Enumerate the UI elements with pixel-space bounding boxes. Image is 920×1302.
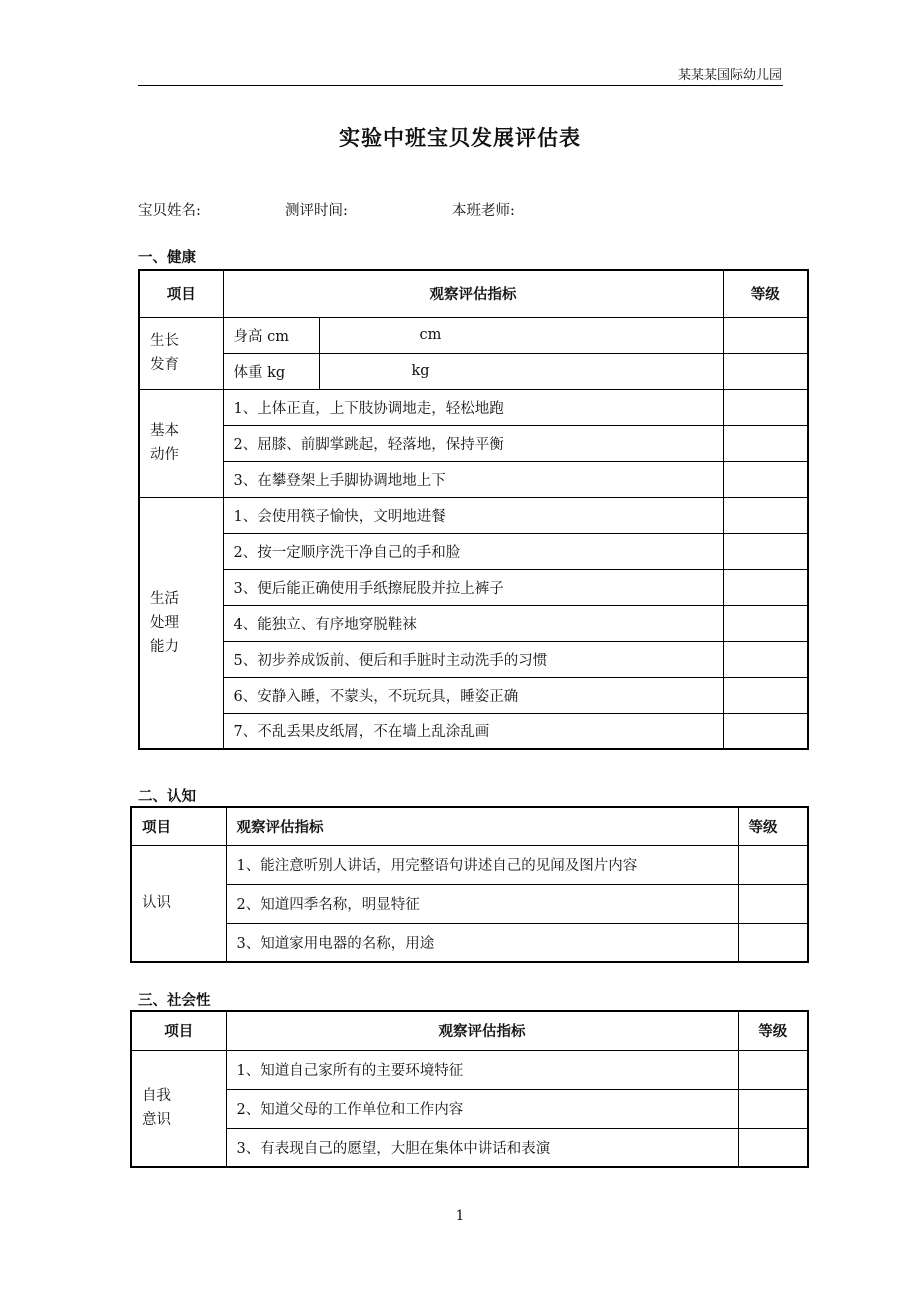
table-row [139, 713, 808, 749]
category-line: 基本 [150, 423, 179, 439]
grade-cell[interactable] [723, 677, 808, 713]
table-row [139, 641, 808, 677]
category-basic-movement [139, 389, 223, 497]
category-line: 意识 [142, 1112, 171, 1129]
page-title: 实验中班宝贝发展评估表 [339, 125, 581, 150]
table-row [139, 353, 808, 389]
section-heading-cognition: 二、认知 [138, 788, 196, 805]
table-row [139, 497, 808, 533]
indicator-cell: 1、能注意听别人讲话，用完整语句讲述自己的见闻及图片内容 [226, 845, 738, 884]
category-line: 自我 [142, 1088, 171, 1105]
grade-cell[interactable] [738, 845, 808, 884]
column-header-grade: 等级 [738, 1011, 808, 1050]
category-self-awareness [131, 1050, 226, 1167]
category-line: 生长 [150, 333, 179, 349]
column-header-item: 项目 [139, 270, 223, 317]
category-line: 发育 [150, 357, 179, 373]
category-line: 生活 [150, 590, 179, 607]
table-row [131, 1089, 808, 1128]
column-header-indicator: 观察评估指标 [226, 1011, 738, 1050]
category-line: 能力 [150, 638, 179, 655]
assessment-time-label: 测评时间: [285, 203, 348, 219]
grade-cell[interactable] [723, 497, 808, 533]
grade-cell[interactable] [723, 569, 808, 605]
table-row [139, 533, 808, 569]
page-number: 1 [455, 1208, 465, 1224]
grade-cell[interactable] [723, 461, 808, 497]
grade-cell[interactable] [723, 713, 808, 749]
grade-cell[interactable] [738, 923, 808, 962]
category-line: 认识 [142, 895, 171, 912]
column-header-item: 项目 [131, 807, 226, 845]
indicator-cell: 5、初步养成饭前、便后和手脏时主动洗手的习惯 [223, 641, 723, 677]
table-row [139, 605, 808, 641]
measure-unit-height: cm [319, 317, 723, 353]
column-header-indicator: 观察评估指标 [223, 270, 723, 317]
grade-cell[interactable] [738, 1089, 808, 1128]
table-header-row [131, 1011, 808, 1050]
table-row [131, 1128, 808, 1167]
header-rule [138, 85, 783, 86]
measure-unit-weight: kg [319, 353, 723, 389]
grade-cell[interactable] [723, 317, 808, 353]
table-row [131, 1050, 808, 1089]
social-table [130, 1010, 809, 1168]
indicator-cell: 2、按一定顺序洗干净自己的手和脸 [223, 533, 723, 569]
column-header-grade: 等级 [738, 807, 808, 845]
cognition-table [130, 806, 809, 963]
grade-cell[interactable] [723, 389, 808, 425]
column-header-grade: 等级 [723, 270, 808, 317]
table-header-row [131, 807, 808, 845]
column-header-indicator: 观察评估指标 [226, 807, 738, 845]
category-daily-living [139, 497, 223, 749]
table-row [139, 389, 808, 425]
health-table [138, 269, 809, 750]
teacher-label: 本班老师: [452, 203, 515, 219]
column-header-item: 项目 [131, 1011, 226, 1050]
grade-cell[interactable] [738, 1050, 808, 1089]
indicator-cell: 1、知道自己家所有的主要环境特征 [226, 1050, 738, 1089]
grade-cell[interactable] [723, 353, 808, 389]
table-row [131, 845, 808, 884]
category-growth [139, 317, 223, 389]
table-row [139, 569, 808, 605]
indicator-cell: 1、上体正直，上下肢协调地走，轻松地跑 [223, 389, 723, 425]
measure-label-weight: 体重 kg [223, 353, 319, 389]
indicator-cell: 3、在攀登架上手脚协调地地上下 [223, 461, 723, 497]
indicator-cell: 4、能独立、有序地穿脱鞋袜 [223, 605, 723, 641]
grade-cell[interactable] [723, 425, 808, 461]
table-row [139, 461, 808, 497]
indicator-cell: 1、会使用筷子愉快，文明地进餐 [223, 497, 723, 533]
table-header-row [139, 270, 808, 317]
section-heading-health: 一、健康 [138, 249, 196, 266]
indicator-cell: 6、安静入睡，不蒙头，不玩玩具，睡姿正确 [223, 677, 723, 713]
grade-cell[interactable] [738, 884, 808, 923]
table-row [131, 923, 808, 962]
category-line: 动作 [150, 447, 179, 463]
indicator-cell: 3、知道家用电器的名称，用途 [226, 923, 738, 962]
indicator-cell: 2、知道父母的工作单位和工作内容 [226, 1089, 738, 1128]
indicator-cell: 3、有表现自己的愿望，大胆在集体中讲话和表演 [226, 1128, 738, 1167]
table-row [139, 425, 808, 461]
indicator-cell: 7、不乱丢果皮纸屑，不在墙上乱涂乱画 [223, 713, 723, 749]
section-heading-social: 三、社会性 [138, 992, 211, 1009]
table-row [131, 884, 808, 923]
child-name-label: 宝贝姓名: [138, 203, 201, 219]
category-line: 处理 [150, 614, 179, 631]
grade-cell[interactable] [723, 533, 808, 569]
indicator-cell: 3、便后能正确使用手纸擦屁股并拉上裤子 [223, 569, 723, 605]
grade-cell[interactable] [738, 1128, 808, 1167]
header-org-name: 某某某国际幼儿园 [677, 68, 782, 83]
table-row [139, 677, 808, 713]
measure-label-height: 身高 cm [223, 317, 319, 353]
grade-cell[interactable] [723, 641, 808, 677]
table-row [139, 317, 808, 353]
indicator-cell: 2、知道四季名称，明显特征 [226, 884, 738, 923]
grade-cell[interactable] [723, 605, 808, 641]
category-cognition [131, 845, 226, 962]
indicator-cell: 2、屈膝、前脚掌跳起，轻落地，保持平衡 [223, 425, 723, 461]
